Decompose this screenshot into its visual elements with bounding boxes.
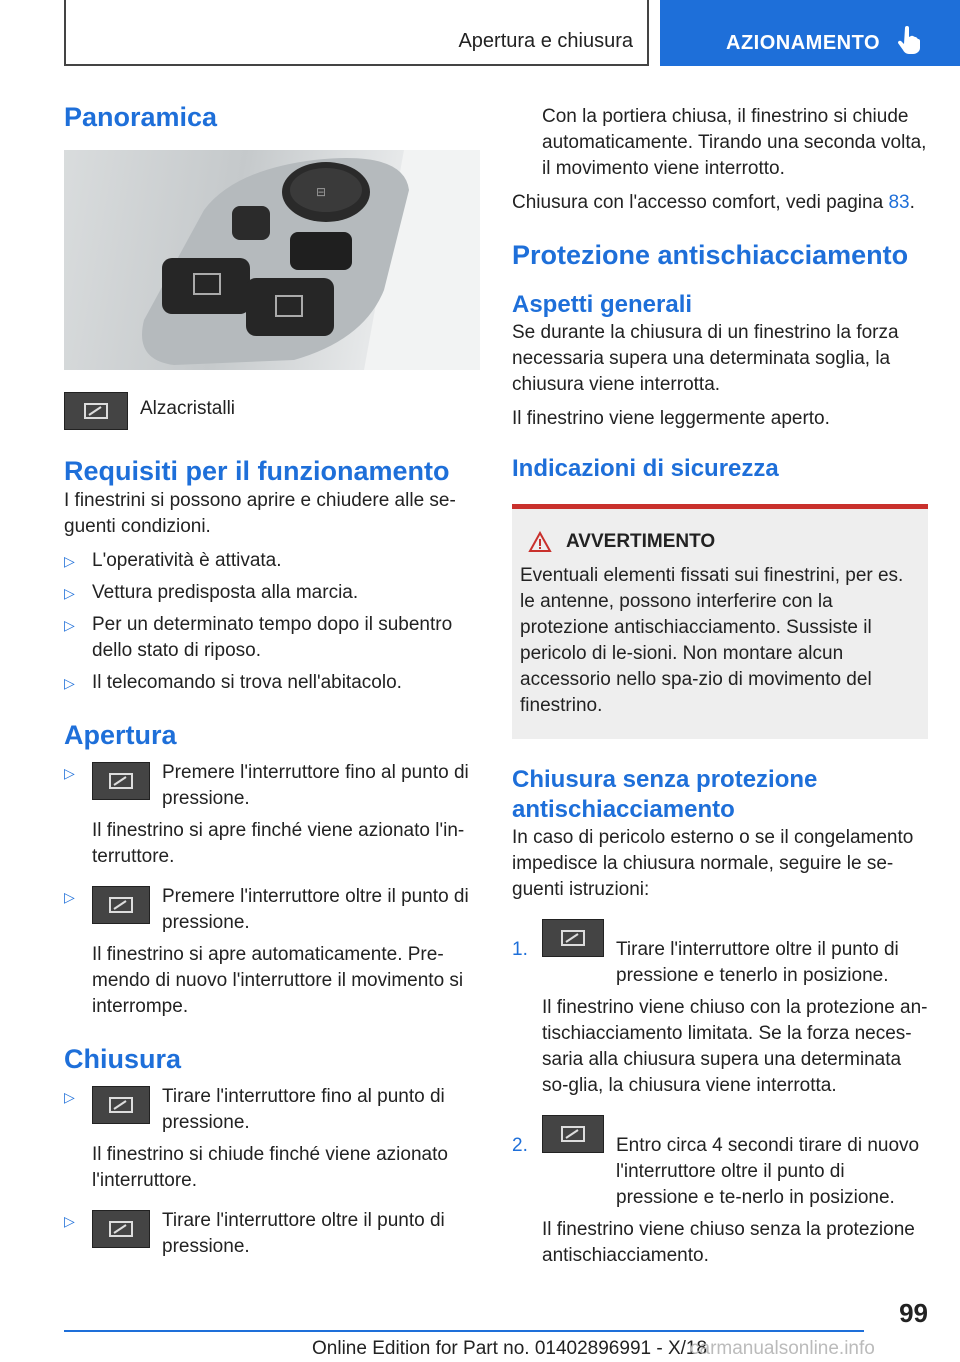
heading-protection: Protezione antischiacciamento — [512, 240, 909, 270]
footer-divider — [64, 1330, 864, 1332]
steps-list — [512, 917, 928, 1269]
heading-general: Aspetti generali — [512, 291, 693, 318]
window-switch-symbol-icon — [542, 1115, 604, 1153]
window-switch-symbol-icon — [92, 1086, 150, 1124]
list-item: 1. Tirare l'interruttore oltre il punto di pressione e tenerlo in posizione. Il finestrino viene chiuso con la protezione an-tischiacciamento limitata. Se la forza neces-saria alla chiusura supera una determinata so-glia, la chiusura viene interrotta. — [512, 917, 928, 1099]
triangle-bullet-icon: ▷ — [64, 1089, 75, 1105]
header-chapter-tab — [660, 0, 960, 66]
left-column — [64, 100, 482, 1266]
page-reference-link[interactable]: 83 — [888, 192, 910, 213]
header-chapter-label: AZIONAMENTO — [726, 32, 881, 54]
triangle-bullet-icon: ▷ — [64, 1213, 75, 1229]
list-item: ▷ Premere l'interruttore fino al punto di pressione. Il finestrino si apre finché viene azionato l'in-terruttore. — [64, 762, 469, 867]
photo-caption: Alzacristalli — [140, 398, 236, 419]
heading-without-protection: Chiusura senza protezione antischiacciamento — [512, 766, 818, 823]
window-switch-symbol-icon — [92, 886, 150, 924]
heading-overview: Panoramica — [64, 102, 218, 132]
window-switch-symbol-icon — [64, 392, 128, 430]
general-paragraph-1: Se durante la chiusura di un finestrino la forza necessaria supera una determinata soglia, la chiusura viene interrotta. — [512, 322, 899, 395]
heading-requirements: Requisiti per il funzionamento — [64, 456, 450, 486]
mirror-fold-button — [290, 232, 352, 270]
list-item: ▷ Il telecomando si trova nell'abitacolo. — [64, 670, 482, 696]
list-item: ▷ Tirare l'interruttore oltre il punto di pressione. — [64, 1210, 445, 1257]
footer-edition: Online Edition for Part no. 01402896991 - X/18 — [312, 1338, 708, 1359]
triangle-bullet-icon: ▷ — [64, 553, 75, 569]
warning-title: AVVERTIMENTO — [566, 531, 716, 552]
window-switch-symbol-icon — [92, 1210, 150, 1248]
opening-list — [64, 760, 482, 1020]
mirror-select-button — [232, 206, 270, 240]
svg-text:⊟: ⊟ — [316, 185, 327, 199]
triangle-bullet-icon: ▷ — [64, 675, 75, 691]
general-paragraph-2: Il finestrino viene leggermente aperto. — [512, 408, 830, 429]
photo-caption-row — [64, 392, 482, 430]
warning-text: Eventuali elementi fissati sui finestrini, per es. le antenne, possono interferire con la protezione antischiacciamento. Sussiste il pericolo di le-sioni. Non montare alcun accessorio nello spa-zio di movimento del finestrino. — [520, 565, 904, 716]
window-switch-illustration — [64, 150, 480, 370]
heading-safety: Indicazioni di sicurezza — [512, 455, 779, 482]
closing-list — [64, 1084, 482, 1260]
requirements-list — [64, 548, 482, 696]
comfort-access-note: Chiusura con l'accesso comfort, vedi pagina 83. — [512, 192, 915, 213]
list-item: ▷ Vettura predisposta alla marcia. — [64, 580, 482, 606]
list-item: ▷ Tirare l'interruttore fino al punto di pressione. Il finestrino si chiude finché viene azionato l'interruttore. — [64, 1086, 448, 1191]
closing-continuation: Con la portiera chiusa, il finestrino si chiude automaticamente. Tirando una seconda volta, il movimento viene interrotto. — [542, 106, 927, 179]
triangle-bullet-icon: ▷ — [64, 617, 75, 633]
triangle-bullet-icon: ▷ — [64, 585, 75, 601]
list-item: ▷ L'operatività è attivata. — [64, 548, 482, 574]
page-number: 99 — [899, 1298, 928, 1328]
right-column — [512, 104, 928, 1283]
footer-watermark: carmanualsonline.info — [690, 1338, 875, 1359]
warning-box — [512, 504, 928, 739]
window-switch-right — [246, 278, 334, 336]
header-section-title: Apertura e chiusura — [458, 30, 633, 52]
window-switch-symbol-icon — [92, 762, 150, 800]
window-switch-symbol-icon — [542, 919, 604, 957]
hand-pointer-icon — [896, 26, 922, 54]
header-section-box — [64, 0, 649, 66]
list-item: ▷ Premere l'interruttore oltre il punto di pressione. Il finestrino si apre automaticamente. Pre-mendo di nuovo l'interruttore il movimento si interrompe. — [64, 886, 469, 1017]
warning-triangle-icon — [528, 531, 552, 553]
list-item: 2. Entro circa 4 secondi tirare di nuovo l'interruttore oltre il punto di pressione e te-nerlo in posizione. Il finestrino viene chiuso senza la protezione antischiacciamento. — [512, 1113, 928, 1269]
heading-opening: Apertura — [64, 720, 177, 750]
list-item: ▷ Per un determinato tempo dopo il subentro dello stato di riposo. — [64, 614, 453, 661]
window-switch-left — [162, 258, 250, 314]
window-switch-photo — [64, 150, 480, 370]
requirements-intro: I finestrini si possono aprire e chiudere alle se-guenti condizioni. — [64, 490, 456, 537]
without-protection-intro: In caso di pericolo esterno o se il congelamento impedisce la chiusura normale, seguire le se-guenti istruzioni: — [512, 827, 914, 900]
heading-closing: Chiusura — [64, 1044, 182, 1074]
triangle-bullet-icon: ▷ — [64, 765, 75, 781]
triangle-bullet-icon: ▷ — [64, 889, 75, 905]
